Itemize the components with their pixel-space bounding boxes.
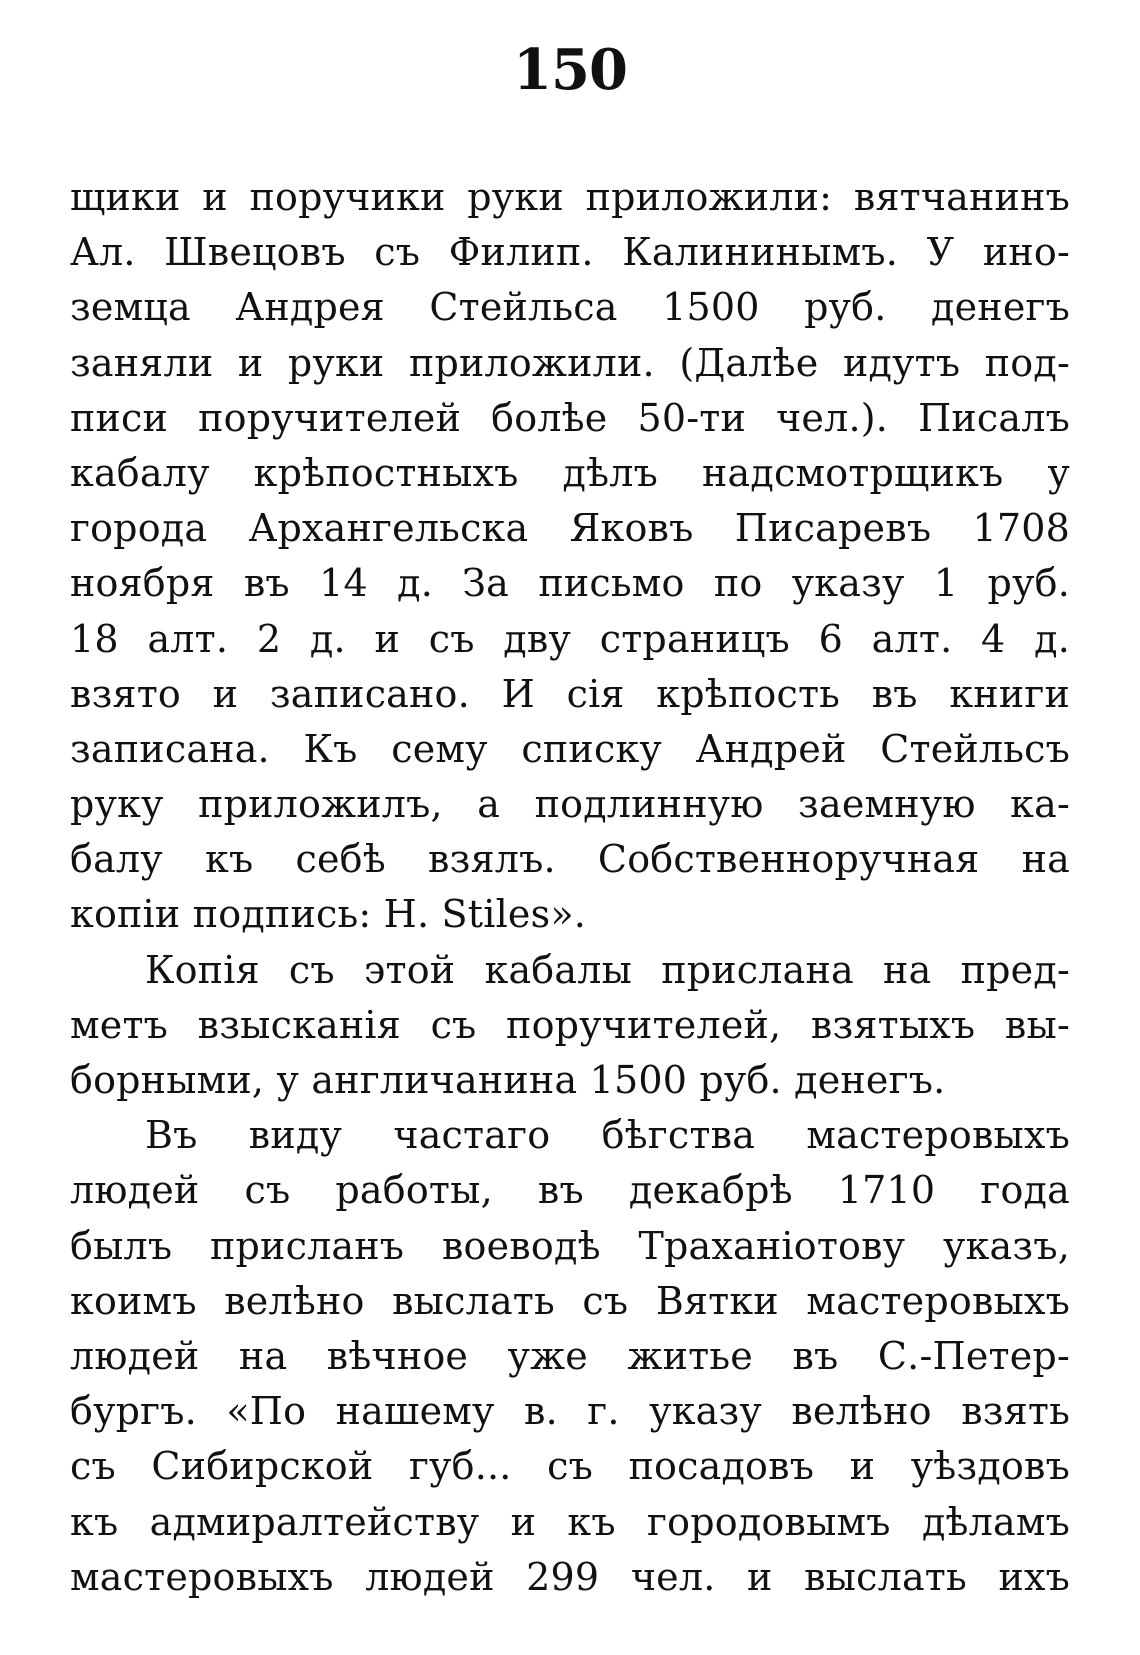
text-line: къ адмиралтейству и къ городовымъ дѣламъ [70, 1499, 1070, 1544]
text-line: щики и поручики руки приложили: вятчанинъ [70, 175, 1070, 219]
text-line: ноября въ 14 д. За письмо по указу 1 руб. [70, 561, 1070, 606]
text-line: Въ виду частаго бѣгства мастеровыхъ [145, 1113, 1070, 1158]
text-line: 18 алт. 2 д. и съ дву страницъ 6 алт. 4 д. [70, 616, 1070, 661]
text-line: Копія съ этой кабалы прислана на пред- [145, 947, 1070, 992]
text-line: кабалу крѣпостныхъ дѣлъ надсмотрщикъ у [70, 450, 1070, 495]
text-line: руку приложилъ, а подлинную заемную ка- [70, 782, 1070, 827]
text-line: людей на вѣчное уже житье въ С.-Петер- [70, 1333, 1070, 1378]
text-line: взято и записано. И сія крѣпость въ книги [70, 671, 1070, 716]
text-line: копіи подпись: H. Stiles». [70, 892, 587, 937]
body-text [70, 170, 1070, 1605]
text-line: борными, у англичанина 1500 руб. денегъ. [70, 1058, 946, 1102]
text-line: былъ присланъ воеводѣ Трахaніотову указъ, [70, 1223, 1070, 1268]
text-line: людей съ работы, въ декабрѣ 1710 года [70, 1168, 1070, 1213]
text-line: бургъ. «По нашему в. г. указу велѣно взять [70, 1389, 1070, 1434]
text-line: города Архангельска Яковъ Писаревъ 1708 [70, 506, 1070, 551]
text-line: земца Андрея Стейльса 1500 руб. денегъ [70, 285, 1070, 330]
text-line: балу къ себѣ взялъ. Собственноручная на [70, 837, 1070, 882]
page-number: 150 [513, 37, 627, 103]
text-line: заняли и руки приложили. (Далѣе идутъ под- [70, 340, 1070, 385]
text-line: съ Сибирской губ... съ посадовъ и уѣздовъ [70, 1444, 1070, 1489]
text-line: метъ взысканія съ поручителей, взятыхъ вы- [70, 1002, 1070, 1047]
text-line: записана. Къ сему списку Андрей Стейльсъ [70, 726, 1070, 771]
text-line: Ал. Швецовъ съ Филип. Калининымъ. У ино- [70, 230, 1070, 275]
text-line: коимъ велѣно выслать съ Вятки мастеровыхъ [70, 1278, 1070, 1323]
text-line: писи поручителей болѣе 50-ти чел.). Писалъ [70, 395, 1070, 440]
text-line: мастеровыхъ людей 299 чел. и выслать ихъ [70, 1554, 1070, 1599]
